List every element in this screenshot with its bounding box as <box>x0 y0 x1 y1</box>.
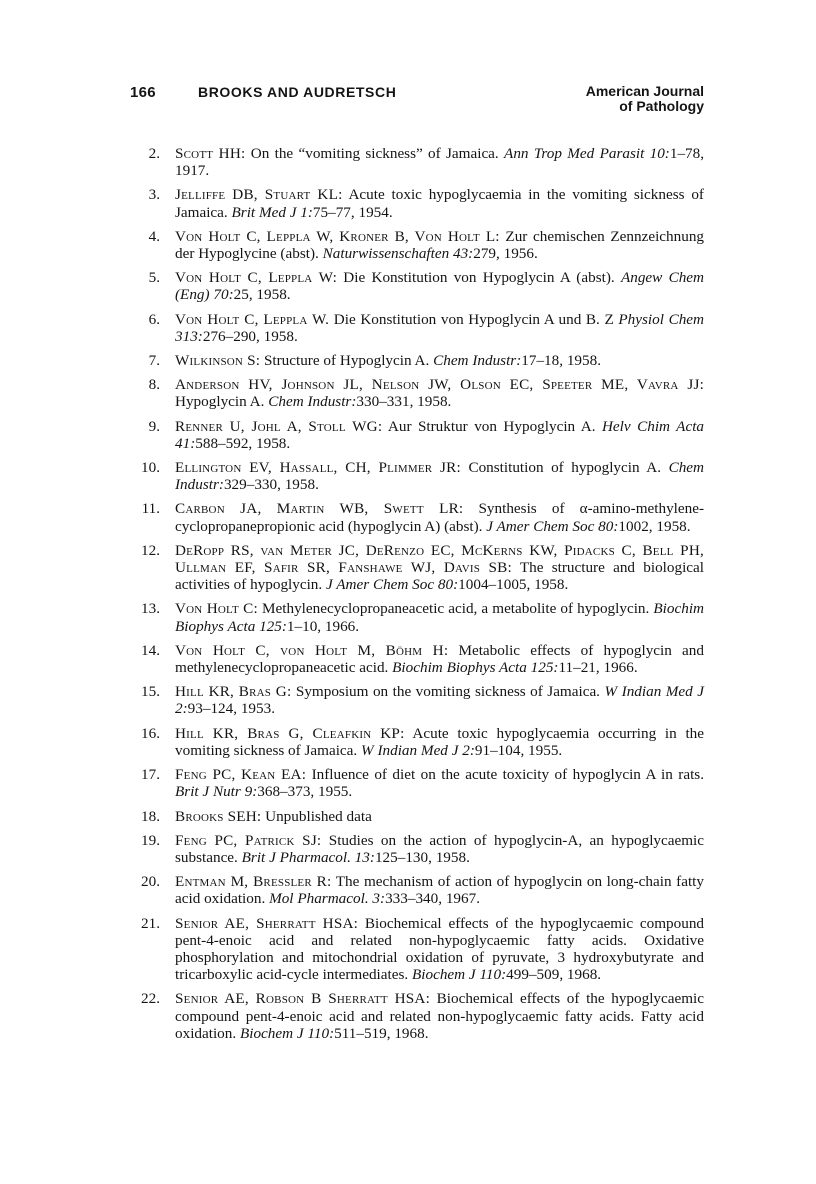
reference-title: Hypoglycin A. <box>175 393 265 411</box>
reference-title: Studies on the action of hypoglycin-A, an hypoglycaemic substance. <box>175 831 705 866</box>
reference-item <box>130 808 704 825</box>
reference-authors: DeRopp RS, van Meter JC, DeRenzo EC, McKerns KW, Pidacks C, Bell PH, Ullman EF, Safir SR, Fanshawe WJ, Davis SB: <box>175 541 704 577</box>
reference-item <box>130 600 704 634</box>
reference-journal: Ann Trop Med Parasit 10: <box>504 145 670 162</box>
reference-number: 14. <box>141 641 160 659</box>
reference-details: 279, 1956. <box>473 245 538 263</box>
reference-journal: Biochem J 110: <box>239 1024 335 1042</box>
reference-number: 19. <box>141 831 160 849</box>
reference-authors: Von Holt C, Leppla W, Kroner B, Von Holt L: <box>175 227 500 245</box>
reference-authors: Von Holt C, Leppla W. <box>175 310 330 328</box>
reference-authors: Wilkinson S: <box>175 352 261 370</box>
reference-authors: Renner U, Johl A, Stoll WG: <box>175 417 383 435</box>
reference-journal: Chem Industr: <box>433 352 522 370</box>
reference-title: Unpublished data <box>265 807 372 825</box>
journal-name-line-2: of Pathology <box>619 98 704 114</box>
reference-title: Structure of Hypoglycin A. <box>263 352 430 370</box>
reference-number: 5. <box>148 269 160 287</box>
reference-details: 1–10, 1966. <box>286 617 360 635</box>
reference-title: Constitution of hypoglycin A. <box>468 459 662 477</box>
reference-authors: Von Holt C: <box>175 600 258 618</box>
reference-title: Metabolic effects of hypoglycin and methylenecyclopropaneacetic acid. <box>175 641 704 677</box>
reference-authors: Jelliffe DB, Stuart KL: <box>175 186 343 204</box>
page-number: 166 <box>130 84 156 101</box>
reference-authors: Hill KR, Bras G: <box>175 683 292 701</box>
reference-journal: Brit J Pharmacol. 13: <box>241 848 375 866</box>
reference-details: 1–78, 1917. <box>175 145 705 180</box>
reference-item <box>130 500 704 534</box>
reference-item <box>130 542 704 594</box>
reference-number: 22. <box>141 990 160 1008</box>
reference-number: 11. <box>141 500 160 518</box>
reference-journal: Angew Chem (Eng) 70: <box>175 269 705 304</box>
reference-journal: W Indian Med J 2: <box>361 741 475 759</box>
reference-authors: Feng PC, Kean EA: <box>175 766 307 784</box>
reference-authors: Brooks SEH: <box>175 807 262 825</box>
reference-number: 16. <box>141 724 160 742</box>
reference-title: Biochemical effects of the hypoglycaemic compound pent-4-enoic acid and related non-hypoglycaemic fatty acids. Fatty acid oxidation. <box>175 990 705 1042</box>
reference-journal: J Amer Chem Soc 80: <box>326 576 459 594</box>
reference-journal: Biochem J 110: <box>411 966 507 984</box>
reference-title: Methylenecyclopropaneacetic acid, a metabolite of hypoglycin. <box>262 600 650 618</box>
reference-title: Influence of diet on the acute toxicity of hypoglycin A in rats. <box>311 766 705 784</box>
reference-details: 93–124, 1953. <box>187 700 275 718</box>
reference-item <box>130 642 704 676</box>
reference-number: 17. <box>141 766 160 784</box>
reference-number: 4. <box>148 227 160 245</box>
reference-journal: Brit Med J 1: <box>231 203 313 221</box>
reference-item <box>130 459 704 493</box>
reference-authors: Entman M, Bressler R: <box>175 873 332 891</box>
reference-title: Acute toxic hypoglycaemia in the vomiting sickness of Jamaica. <box>175 186 704 221</box>
reference-item <box>130 725 704 759</box>
reference-journal: J Amer Chem Soc 80: <box>486 517 619 535</box>
reference-number: 7. <box>148 352 160 370</box>
reference-item <box>130 269 704 303</box>
reference-item <box>130 418 704 452</box>
journal-name-line-1: American Journal <box>585 83 704 99</box>
reference-number: 15. <box>141 683 160 701</box>
reference-authors: Ellington EV, Hassall, CH, Plimmer JR: <box>175 459 461 477</box>
reference-details: 11–21, 1966. <box>558 659 638 677</box>
reference-details: 91–104, 1955. <box>474 741 563 759</box>
reference-details: 368–373, 1955. <box>257 783 353 801</box>
reference-details: 511–519, 1968. <box>334 1024 429 1042</box>
reference-journal: Brit J Nutr 9: <box>175 783 258 801</box>
reference-journal: Biochim Biophys Acta 125: <box>392 659 559 677</box>
reference-authors: Senior AE, Robson B Sherratt HSA: <box>175 990 431 1008</box>
reference-authors: Von Holt C, Leppla W: <box>175 269 338 287</box>
reference-list <box>130 145 704 1049</box>
reference-details: 276–290, 1958. <box>202 327 298 345</box>
reference-authors: Feng PC, Patrick SJ: <box>175 831 322 849</box>
reference-journal: Naturwissenschaften 43: <box>322 245 474 263</box>
reference-item <box>130 145 704 179</box>
reference-journal: Mol Pharmacol. 3: <box>269 890 386 908</box>
reference-title: Biochemical effects of the hypoglycaemic compound pent-4-enoic acid and related non-hypoglycaemic fatty acids. Oxidative phosphorylation and mitochondrial oxidation of pyruvate, 3 hydroxybutyrate and tricarboxylic acid-cycle intermediates. <box>175 914 705 984</box>
reference-title: Aur Struktur von Hypoglycin A. <box>387 417 596 435</box>
reference-number: 2. <box>148 145 160 162</box>
reference-details: 329–330, 1958. <box>223 476 319 494</box>
reference-title: Die Konstitution von Hypoglycin A und B. Z <box>333 310 614 328</box>
reference-number: 6. <box>148 310 160 328</box>
reference-title: Zur chemischen Zennzeichnung der Hypoglycine (abst). <box>175 227 705 263</box>
reference-details: 333–340, 1967. <box>385 890 480 908</box>
reference-title: Synthesis of α-amino-methylene-cyclopropanepropionic acid (hypoglycin A) (abst). <box>175 500 705 535</box>
reference-item <box>130 352 704 369</box>
reference-journal: Chem Industr: <box>175 459 704 494</box>
reference-item <box>130 766 704 800</box>
reference-item <box>130 915 704 984</box>
reference-item <box>130 311 704 345</box>
reference-journal: Chem Industr: <box>268 393 357 411</box>
running-head-authors: BROOKS AND AUDRETSCH <box>198 84 397 100</box>
reference-number: 21. <box>141 914 160 932</box>
reference-item <box>130 873 704 907</box>
reference-authors: Von Holt C, von Holt M, Böhm H: <box>175 641 449 659</box>
reference-item <box>130 683 704 717</box>
reference-authors: Senior AE, Sherratt HSA: <box>175 914 359 932</box>
reference-journal: W Indian Med J 2: <box>175 683 704 718</box>
reference-number: 12. <box>141 541 160 559</box>
reference-number: 10. <box>141 459 160 477</box>
reference-number: 3. <box>148 186 160 204</box>
reference-number: 13. <box>141 600 160 618</box>
reference-details: 1004–1005, 1958. <box>458 576 569 594</box>
reference-item <box>130 376 704 410</box>
reference-title: Die Konstitution von Hypoglycin A (abst). <box>343 269 615 287</box>
reference-authors: Anderson HV, Johnson JL, Nelson JW, Olson EC, Speeter ME, Vavra JJ: <box>175 376 704 394</box>
reference-title: Symposium on the vomiting sickness of Jamaica. <box>295 683 600 701</box>
reference-title: On the “vomiting sickness” of Jamaica. <box>250 145 499 162</box>
reference-details: 330–331, 1958. <box>356 393 452 411</box>
reference-details: 588–592, 1958. <box>195 434 291 452</box>
reference-details: 1002, 1958. <box>618 517 691 535</box>
running-head-journal <box>586 84 704 114</box>
reference-authors: Hill KR, Bras G, Cleafkin KP: <box>175 724 405 742</box>
reference-number: 8. <box>148 376 160 394</box>
reference-item <box>130 228 704 262</box>
page-header <box>130 80 704 120</box>
reference-details: 125–130, 1958. <box>374 848 470 866</box>
reference-journal: Helv Chim Acta 41: <box>175 417 705 452</box>
reference-title: Acute toxic hypoglycaemia occurring in the vomiting sickness of Jamaica. <box>175 724 705 759</box>
reference-details: 25, 1958. <box>233 286 291 304</box>
reference-item <box>130 832 704 866</box>
reference-details: 75–77, 1954. <box>312 203 393 221</box>
reference-number: 20. <box>141 873 160 891</box>
reference-journal: Biochim Biophys Acta 125: <box>175 600 705 635</box>
reference-authors: Scott HH: <box>175 145 246 162</box>
reference-item <box>130 186 704 220</box>
reference-number: 9. <box>148 417 160 435</box>
reference-item <box>130 990 704 1042</box>
reference-journal: Physiol Chem 313: <box>175 310 704 345</box>
reference-title: The structure and biological activities of hypoglycin. <box>175 559 704 594</box>
reference-details: 17–18, 1958. <box>521 352 601 370</box>
reference-title: The mechanism of action of hypoglycin on long-chain fatty acid oxidation. <box>175 873 704 908</box>
reference-details: 499–509, 1968. <box>506 966 602 984</box>
reference-authors: Carbon JA, Martin WB, Swett LR: <box>175 500 464 518</box>
reference-number: 18. <box>141 807 160 825</box>
